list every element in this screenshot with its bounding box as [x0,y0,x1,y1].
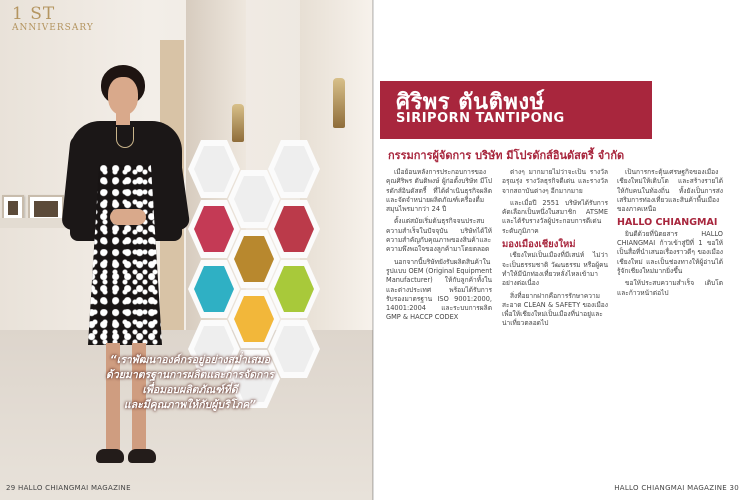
shelf-cell-panel [194,146,234,192]
paragraph: เชียงใหม่เป็นเมืองที่มีเสน่ห์ ไม่ว่าจะเป็นธรรมชาติ วัฒนธรรม หรือผู้คน ทำให้มีนักท่องเที่ยวหลั่งไหลเข้ามาอย่างต่อเนื่อง [502,251,608,288]
shelf-cell [228,290,280,348]
quote-line: และมีคุณภาพให้กับผู้บริโภค” [123,399,257,411]
pull-quote [90,353,290,413]
name-english: SIRIPORN TANTIPONG [396,111,565,126]
shelf-cell [268,140,320,198]
portrait-photo [66,65,186,485]
page-folio-left: 29 HALLO CHIANGMAI MAGAZINE [6,484,131,492]
display-table [0,218,70,228]
anniversary-label: ANNIVERSARY [12,23,94,33]
anniversary-number: 1 ST [12,4,56,24]
shelf-cell [188,260,240,318]
trophy-icon [333,78,345,128]
shelf-cell [268,200,320,258]
quote-line: เพื่อมอบผลิตภัณฑ์ที่ดี [142,384,238,396]
article-column-2 [502,168,608,480]
quote-line: ด้วยมาตรฐานการผลิตและการจัดการ [106,369,274,381]
shelf-cell-panel [194,266,234,312]
job-title: กรรมการผู้จัดการ บริษัท มีโปรดักส์อินดัสตรี้ จำกัด [388,149,625,162]
trophy-icon [232,104,244,142]
paragraph: ขอให้ประสบความสำเร็จ เติบโต และก้าวหน้าต่อไป [617,279,723,297]
left-page [0,0,373,500]
shelf-cell-panel [274,206,314,252]
shelf-cell-panel [234,176,274,222]
paragraph: ยินดีด้วยที่นิตยสาร HALLO CHIANGMAI ก้าวเข้าสู่ปีที่ 1 ขอให้เป็นสื่อที่นำเสนอเรื่องราวดีๆ ของเมืองเชียงใหม่ และเป็นช่องทางให้ผู้อ่านได้รู้จักเชียงใหม่มากยิ่งขึ้น [617,229,723,275]
paragraph: นอกจากนี้บริษัทยังรับผลิตสินค้าในรูปแบบ OEM (Original Equipment Manufacturer) ให้กับลูกค้าทั้งในและต่างประเทศ พร้อมได้รับการรับรองมาตรฐาน ISO 9001:2000, 14001:2004 และระบบการผลิต GMP & HACCP CODEX [386,257,492,322]
shelf-cell [228,170,280,228]
page-folio-right: HALLO CHIANGMAI MAGAZINE 30 [614,484,739,492]
paragraph: ต่างๆ มากมายไม่ว่าจะเป็น รางวัลอรุณรุ่ง รางวัลธุรกิจดีเด่น และรางวัลจากสถาบันต่างๆ อีกมากมาย [502,168,608,195]
shelf-cell-panel [274,266,314,312]
paragraph: เป็นการกระตุ้นเศรษฐกิจของเมืองเชียงใหม่ให้เติบโต และสร้างรายได้ให้กับคนในท้องถิ่น ทั้งยังเป็นการส่งเสริมการท่องเที่ยวและสินค้าพื้นเมืองของภาคเหนือ [617,168,723,214]
paragraph: เมื่อย้อนหลังการประกอบการของ คุณศิริพร ตันติพงษ์ ผู้ก่อตั้งบริษัท มีโปรดักส์อินดัสตรี้ ที่ได้ดำเนินธุรกิจผลิตและจัดจำหน่ายผลิตภัณฑ์เครื่องดื่มสมุนไพรมากว่า 24 ปี [386,168,492,214]
name-thai: ศิริพร ตันติพงษ์ [396,90,545,115]
shelf-cell-panel [274,146,314,192]
paragraph: ตั้งแต่สมัยเริ่มต้นธุรกิจจนประสบความสำเร็จในปัจจุบัน บริษัทได้ให้ความสำคัญกับคุณภาพของสินค้าและความพึงพอใจของลูกค้ามาโดยตลอด [386,217,492,254]
shelf-cell-panel [234,296,274,342]
section-heading: มองเมืองเชียงใหม่ [502,239,576,251]
shelf-cell [268,260,320,318]
shelf-cell-panel [194,206,234,252]
section-heading: HALLO CHIANGMAI [617,217,718,229]
article-column-1 [386,168,492,480]
article-column-3 [617,168,723,480]
quote-line: “เราพัฒนาองค์กรอยู่อย่างสม่ำเสมอ [109,354,271,366]
paragraph: สิ่งที่อยากฝากคือการรักษาความสะอาด CLEAN & SAFETY ของเมือง เพื่อให้เชียงใหม่เป็นเมืองที่น่าอยู่และน่าเที่ยวตลอดไป [502,291,608,328]
shelf-cell-panel [234,236,274,282]
shelf-cell [228,230,280,288]
right-page [374,0,747,500]
paragraph: และเมื่อปี 2551 บริษัทได้รับการคัดเลือกเป็นหนึ่งในสมาชิก ATSME และได้รับรางวัลผู้ประกอบการดีเด่นระดับภูมิภาค [502,198,608,235]
shelf-cell [188,200,240,258]
anniversary-badge [12,6,94,33]
shelf-cell [188,140,240,198]
